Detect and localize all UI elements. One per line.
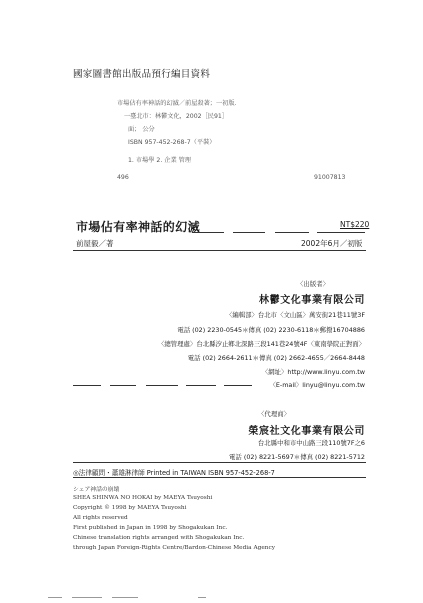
cip-line: 1. 市場學 2. 企業 管理 [128,157,191,164]
publisher-hq-phone: 電話 (02) 2664-2611＊傳真 (02) 2662-4655／2664-8448 [187,354,365,362]
scan-mark [48,597,62,598]
contact-rule [146,385,178,386]
agent-address: 台北縣中和市中山路三段110號7F之6 [257,439,365,447]
cip-class-number: 496 [117,174,129,181]
publisher-editorial-phone: 電話 (02) 2230-0545＊傳真 (02) 2230-6118＊郵撥16704886 [177,326,365,334]
agent-phone: 電話 (02) 8221-5697＊傳真 (02) 8221-5712 [229,453,365,461]
book-price: NT$220 [340,220,370,229]
copyright-line: First published in Japan in 1998 by Shogakukan Inc. [73,525,228,531]
agent-name: 榮宸社文化事業有限公司 [248,426,365,437]
legal-isbn-line: ◎法律顧問・蕭雄淋律師 Printed in TAIWAN ISBN 957-452-268-7 [73,469,275,477]
divider [73,462,366,463]
agent-role: 〈代理商〉 [258,410,290,418]
title-rule [192,232,224,233]
publisher-editorial-address: 〈編輯部〉台北市〈文山區〉萬安街21巷11號3F [225,311,365,319]
book-author: 前屋毅／著 [76,239,114,248]
divider [73,477,366,478]
publisher-role: 〈出版者〉 [297,280,329,288]
book-title: 市場佔有率神話的幻滅 [76,220,201,234]
title-rule [233,232,265,233]
publisher-hq-address: 〈總管理處〉台北縣汐止鄉北深路三段141巷24號4F〈東南學院正對面〉 [157,340,365,348]
divider [73,250,366,251]
book-edition: 2002年6月／初版 [301,239,363,248]
scan-mark [72,597,102,598]
scan-mark [112,597,138,598]
contact-rule [110,385,136,386]
cip-line: ISBN 957-452-268-7（平裝） [128,139,216,146]
title-rule [275,232,309,233]
copyright-line: Chinese translation rights arranged with Shogakukan Inc. [73,535,245,541]
publisher-email: 〈E-mail〉linyu@linyu.com.tw [269,381,365,389]
contact-rule [73,385,101,386]
copyright-line: All rights reserved [73,515,128,521]
copyright-line: Copyright © 1998 by MAEYA Tsuyoshi [73,505,187,511]
contact-rule [186,385,216,386]
publisher-name: 林鬱文化事業有限公司 [259,295,365,306]
cip-line: 一臺北市：林鬱文化，2002［民91］ [124,113,229,120]
cip-line: 面； 公分 [128,126,155,133]
title-rule [317,232,365,233]
scan-mark [198,597,206,598]
cip-line: 市場佔有率神話的幻滅／前屋殺著；一初版． [117,100,241,107]
copyright-line: SHEA SHINWA NO HOKAI by MAEYA Tsuyoshi [73,495,213,501]
original-title: シェア神話の崩壊 [73,487,120,493]
cip-record-number: 91007813 [314,174,346,181]
contact-rule [224,385,252,386]
cip-header: 國家圖書館出版品預行編目資料 [73,69,211,80]
publisher-website: 〈網址〉http://www.linyu.com.tw [261,368,365,376]
copyright-line: through Japan Foreign-Rights Centre/Bardon-Chinese Media Agency [73,545,276,551]
